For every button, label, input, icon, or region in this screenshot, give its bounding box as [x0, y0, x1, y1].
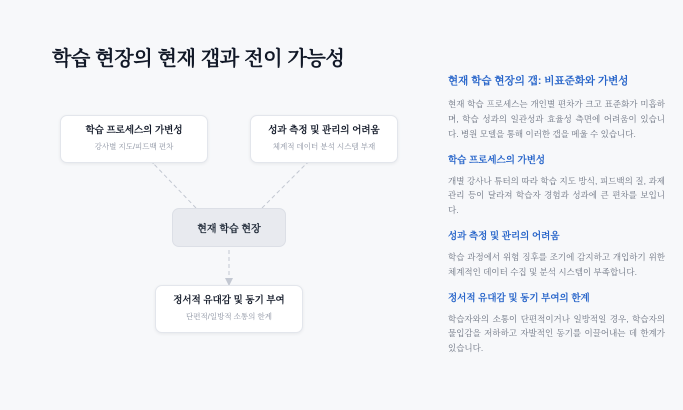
node-title: 학습 프로세스의 가변성	[85, 125, 183, 136]
diagram-node-measurement[interactable]	[250, 115, 398, 163]
section-body-flexibility: 개별 강사나 튜터의 따라 학습 지도 방식, 피드백의 질, 과제 관리 등이 달라져 학습자 경험과 성과에 큰 편차를 보입니다.	[448, 175, 665, 216]
panel-heading: 현재 학습 현장의 갭: 비표준화와 가변성	[448, 75, 629, 87]
node-subtitle: 단편적/일방적 소통의 한계	[186, 312, 272, 322]
node-title: 현재 학습 현장	[197, 224, 261, 235]
section-body-measurement: 학습 과정에서 위험 징후를 조기에 감지하고 개입하기 위한 체계적인 데이터 수집 및 분석 시스템이 부족합니다.	[448, 252, 665, 277]
node-title: 정서적 유대감 및 동기 부여	[173, 295, 285, 306]
page-title: 학습 현장의 현재 갭과 전이 가능성	[52, 48, 345, 70]
section-heading-emotional: 정서적 유대감 및 동기 부여의 한계	[448, 292, 590, 304]
node-subtitle: 강사별 지도/피드백 편차	[94, 142, 174, 152]
section-body-emotional: 학습자와의 소통이 단편적이거나 일방적일 경우, 학습자의 물입감을 저하하고 자발적인 동기를 이끌어내는 데 한계가 있습니다.	[448, 313, 665, 354]
section-heading-flexibility: 학습 프로세스의 가변성	[448, 154, 546, 166]
node-subtitle: 체계적 데이터 분석 시스템 부재	[272, 142, 376, 152]
panel-intro-text: 현재 학습 프로세스는 개인별 편차가 크고 표준화가 미흡하며, 학습 성과의 일관성과 효율성 측면에 어려움이 있습니다. 병원 모델을 통해 이러한 갭을 메울 수 있습니다.	[448, 99, 665, 139]
node-title: 성과 측정 및 관리의 어려움	[268, 125, 380, 136]
diagram-node-emotional[interactable]	[155, 285, 303, 333]
explanation-panel	[440, 0, 683, 410]
diagram-node-center[interactable]	[172, 208, 286, 247]
diagram-node-flexibility[interactable]	[60, 115, 208, 163]
section-heading-measurement: 성과 측정 및 관리의 어려움	[448, 231, 560, 243]
